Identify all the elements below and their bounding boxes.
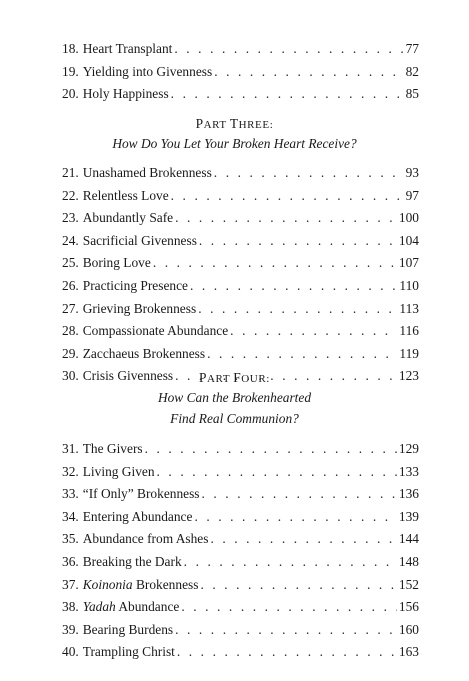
toc-list-intro	[62, 38, 419, 106]
page-number: 136	[398, 486, 419, 502]
page-number: 100	[398, 210, 419, 226]
chapter-title	[83, 596, 180, 619]
chapter-number: 35.	[62, 531, 79, 547]
toc-entry	[62, 619, 419, 642]
dot-leader	[171, 83, 404, 106]
part-four-heading	[40, 370, 429, 429]
toc-entry	[62, 185, 419, 208]
page-number: 113	[399, 300, 419, 316]
chapter-title: Breaking the Dark	[82, 553, 182, 569]
chapter-title-italic: Yadah	[82, 599, 116, 615]
page-number: 156	[398, 599, 419, 615]
dot-leader	[214, 162, 404, 185]
chapter-number: 34.	[62, 508, 79, 524]
chapter-number: 24.	[62, 232, 79, 248]
part-three-label: PART THREE:	[195, 116, 274, 131]
toc-entry	[62, 343, 419, 366]
dot-leader	[200, 574, 396, 597]
chapter-number: 27.	[62, 300, 79, 316]
chapter-title: Boring Love	[82, 255, 151, 271]
chapter-title: “If Only” Brokenness	[82, 486, 200, 502]
page-number: 82	[405, 63, 419, 79]
toc-entry	[62, 596, 419, 619]
toc-entry	[62, 506, 419, 529]
page-number: 110	[399, 277, 419, 293]
page-number: 160	[398, 621, 419, 637]
page-number: 144	[398, 531, 419, 547]
dot-leader	[174, 38, 403, 61]
page-number: 85	[405, 86, 419, 102]
chapter-title: Compassionate Abundance	[82, 323, 229, 339]
toc-entry	[62, 574, 419, 597]
chapter-number: 29.	[62, 345, 79, 361]
chapter-title: Yielding into Givenness	[82, 63, 213, 79]
dot-leader	[194, 506, 396, 529]
page-number: 163	[398, 644, 419, 660]
toc-entry	[62, 483, 419, 506]
toc-entry	[62, 528, 419, 551]
dot-leader	[214, 61, 403, 84]
page-number: 93	[405, 165, 419, 180]
chapter-title: Relentless Love	[82, 187, 169, 203]
dot-leader	[210, 528, 396, 551]
chapter-number: 37.	[62, 576, 79, 592]
chapter-number: 30.	[62, 368, 79, 384]
toc-entry	[62, 275, 419, 298]
toc-entry	[62, 38, 419, 61]
toc-entry	[62, 230, 419, 253]
chapter-title: Practicing Presence	[82, 277, 188, 293]
dot-leader	[190, 275, 397, 298]
chapter-number: 40.	[62, 644, 79, 660]
chapter-title: Grieving Brokenness	[82, 300, 197, 316]
dot-leader	[153, 252, 397, 275]
toc-entry	[62, 551, 419, 574]
page-number: 123	[398, 368, 419, 384]
page-number: 139	[398, 508, 419, 524]
chapter-title: Abundance from Ashes	[82, 531, 209, 547]
chapter-title: Zacchaeus Brokenness	[82, 345, 206, 361]
chapter-number: 31.	[62, 441, 79, 456]
page-number: 148	[398, 553, 419, 569]
chapter-title: Crisis Givenness	[82, 368, 174, 384]
toc-entry	[62, 207, 419, 230]
page-number: 129	[398, 441, 419, 456]
chapter-title	[83, 574, 199, 597]
page-number: 107	[398, 255, 419, 271]
chapter-title: Bearing Burdens	[82, 621, 174, 637]
chapter-number: 23.	[62, 210, 79, 226]
part-three-heading	[40, 116, 429, 154]
page-number: 152	[398, 576, 419, 592]
part-four-label: PART FOUR:	[199, 370, 270, 385]
chapter-number: 28.	[62, 323, 79, 339]
chapter-number: 32.	[62, 463, 79, 479]
chapter-title: The Givers	[82, 441, 143, 456]
toc-entry	[62, 461, 419, 484]
dot-leader	[177, 641, 397, 664]
toc-entry	[62, 83, 419, 106]
dot-leader	[207, 343, 397, 366]
chapter-title-rest: Abundance	[115, 599, 180, 615]
chapter-title: Sacrificial Givenness	[82, 232, 197, 248]
page-number: 97	[405, 187, 419, 203]
toc-list-part-three	[62, 162, 419, 388]
chapter-number: 33.	[62, 486, 79, 502]
dot-leader	[230, 320, 397, 343]
chapter-title: Unashamed Brokenness	[82, 165, 212, 180]
dot-leader	[145, 438, 397, 461]
chapter-number: 36.	[62, 553, 79, 569]
chapter-number: 25.	[62, 255, 79, 271]
chapter-title: Living Given	[82, 463, 155, 479]
page-number: 116	[399, 323, 419, 339]
dot-leader	[202, 483, 397, 506]
chapter-title-rest: Brokenness	[132, 576, 199, 592]
toc-list-part-four	[62, 438, 419, 664]
chapter-number: 38.	[62, 599, 79, 615]
toc-entry	[62, 641, 419, 664]
page-number: 133	[398, 463, 419, 479]
chapter-title: Abundantly Safe	[82, 210, 174, 226]
chapter-title: Holy Happiness	[82, 86, 169, 102]
dot-leader	[175, 207, 397, 230]
page-number: 77	[405, 41, 419, 56]
dot-leader	[198, 298, 397, 321]
chapter-number: 22.	[62, 187, 79, 203]
dot-leader	[181, 596, 397, 619]
chapter-number: 18.	[62, 41, 79, 56]
chapter-number: 20.	[62, 86, 79, 102]
chapter-number: 21.	[62, 165, 79, 180]
chapter-title-italic: Koinonia	[82, 576, 133, 592]
chapter-number: 19.	[62, 63, 79, 79]
dot-leader	[157, 461, 397, 484]
toc-entry	[62, 438, 419, 461]
toc-entry	[62, 61, 419, 84]
dot-leader	[175, 619, 397, 642]
page-number: 119	[399, 345, 419, 361]
dot-leader	[184, 551, 397, 574]
chapter-title: Entering Abundance	[82, 508, 193, 524]
chapter-title: Heart Transplant	[82, 41, 173, 56]
part-four-question-line1: How Can the Brokenhearted	[157, 390, 312, 405]
toc-entry	[62, 320, 419, 343]
dot-leader	[199, 230, 397, 253]
part-four-question-line2: Find Real Communion?	[170, 411, 299, 426]
chapter-number: 39.	[62, 621, 79, 637]
chapter-number: 26.	[62, 277, 79, 293]
part-three-question: How Do You Let Your Broken Heart Receive?	[112, 136, 357, 151]
dot-leader	[171, 185, 404, 208]
chapter-title: Trampling Christ	[82, 644, 175, 660]
page-number: 104	[398, 232, 419, 248]
toc-entry	[62, 162, 419, 185]
toc-entry	[62, 252, 419, 275]
toc-entry	[62, 298, 419, 321]
